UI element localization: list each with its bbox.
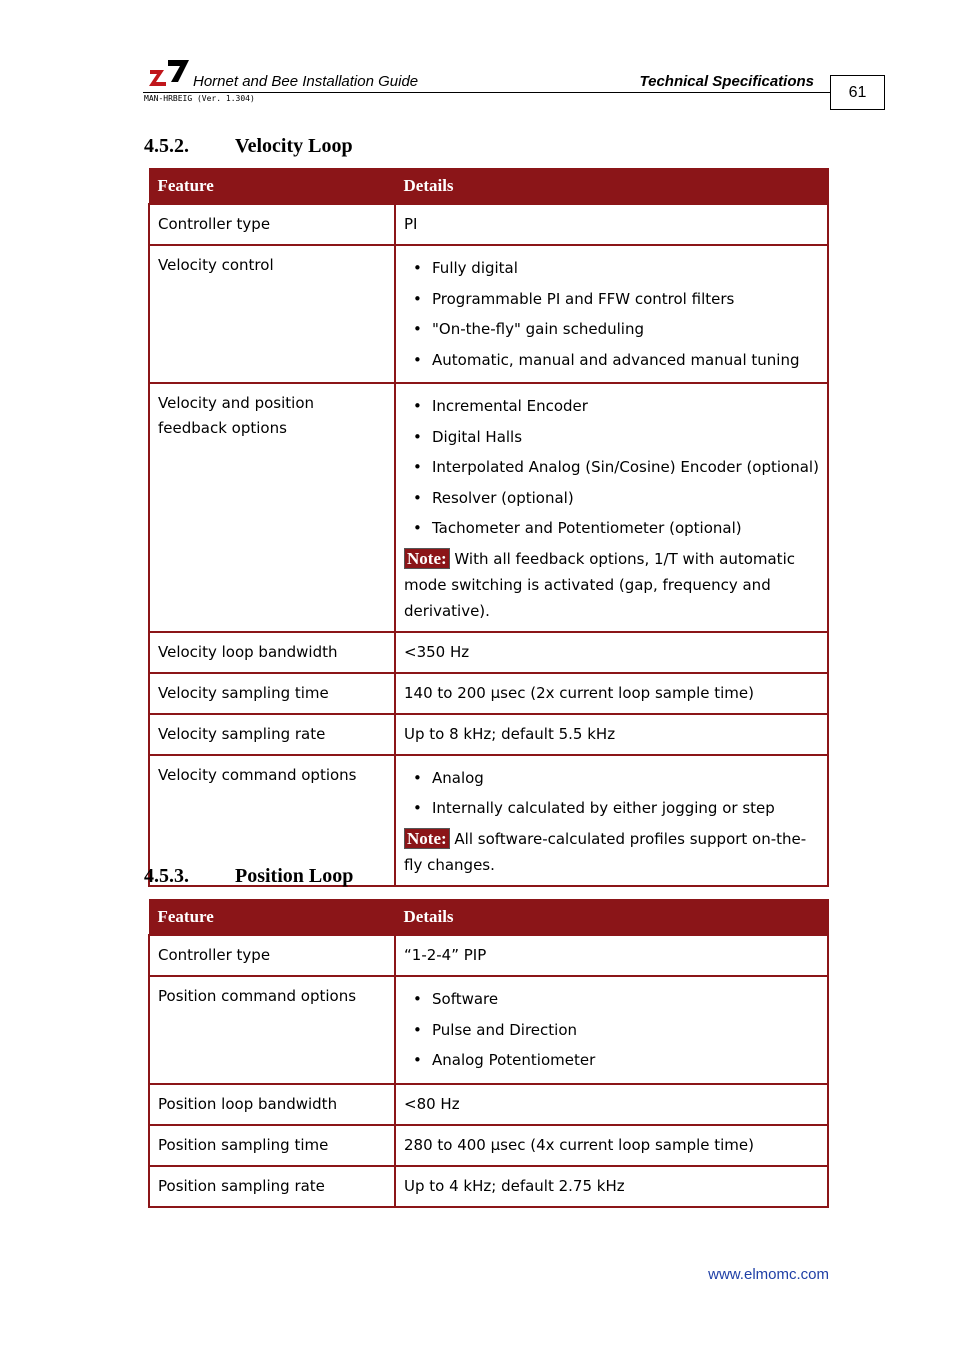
details-cell <box>395 383 828 632</box>
details-cell: 140 to 200 µsec (2x current loop sample time) <box>395 673 828 714</box>
details-cell: Up to 4 kHz; default 2.75 kHz <box>395 1166 828 1207</box>
details-cell: Up to 8 kHz; default 5.5 kHz <box>395 714 828 755</box>
column-header-feature: Feature <box>149 169 395 205</box>
section-number: 4.5.3. <box>144 865 189 887</box>
list-item: • Resolver (optional) <box>404 483 819 514</box>
details-cell <box>395 245 828 383</box>
section-title: Technical Specifications <box>639 73 814 90</box>
feature-cell: Controller type <box>149 935 395 976</box>
footer-website-link[interactable]: www.elmomc.com <box>708 1266 829 1283</box>
table-row <box>149 204 828 245</box>
note <box>404 826 819 878</box>
list-item: • Software <box>404 984 819 1015</box>
bullet-list <box>404 763 819 824</box>
column-header-feature: Feature <box>149 900 395 936</box>
feature-cell: Controller type <box>149 204 395 245</box>
table-row <box>149 935 828 976</box>
table-row <box>149 714 828 755</box>
details-cell <box>395 755 828 886</box>
details-cell: 280 to 400 µsec (4x current loop sample time) <box>395 1125 828 1166</box>
feature-cell: Velocity sampling time <box>149 673 395 714</box>
note-label: Note: <box>404 548 450 569</box>
details-cell: PI <box>395 204 828 245</box>
section-title-position: Position Loop <box>235 865 354 887</box>
section-title-velocity: Velocity Loop <box>235 135 353 157</box>
details-cell: <80 Hz <box>395 1084 828 1125</box>
column-header-details: Details <box>395 169 828 205</box>
table-header-row <box>149 900 828 936</box>
note-label: Note: <box>404 828 450 849</box>
list-item: • Automatic, manual and advanced manual tuning <box>404 345 819 376</box>
feature-cell: Velocity sampling rate <box>149 714 395 755</box>
note-text: All software-calculated profiles support on-the-fly changes. <box>404 829 807 874</box>
table-row <box>149 1166 828 1207</box>
feature-cell: Velocity control <box>149 245 395 383</box>
note <box>404 546 819 624</box>
velocity-loop-table <box>148 168 829 887</box>
section-heading-velocity <box>144 135 353 158</box>
table-header-row <box>149 169 828 205</box>
list-item: • Digital Halls <box>404 422 819 453</box>
list-item: • Interpolated Analog (Sin/Cosine) Encoder (optional) <box>404 452 819 483</box>
details-cell <box>395 976 828 1084</box>
section-heading-position <box>144 865 353 888</box>
feature-cell: Velocity and position feedback options <box>149 383 395 632</box>
section-number: 4.5.2. <box>144 135 189 157</box>
feature-cell: Position sampling rate <box>149 1166 395 1207</box>
elmo-logo-icon <box>148 58 190 88</box>
list-item: • Tachometer and Potentiometer (optional) <box>404 513 819 544</box>
note-text: With all feedback options, 1/T with automatic mode switching is activated (gap, frequency and derivative). <box>404 549 795 620</box>
table-row <box>149 245 828 383</box>
header-divider <box>143 92 830 93</box>
bullet-list <box>404 391 819 544</box>
feature-cell: Velocity command options <box>149 755 395 886</box>
position-loop-table <box>148 899 829 1208</box>
details-cell: “1-2-4” PIP <box>395 935 828 976</box>
details-cell: <350 Hz <box>395 632 828 673</box>
list-item: • "On-the-fly" gain scheduling <box>404 314 819 345</box>
table-row <box>149 383 828 632</box>
doc-title: Hornet and Bee Installation Guide <box>193 73 419 90</box>
list-item: • Analog Potentiometer <box>404 1045 819 1076</box>
bullet-list <box>404 984 819 1076</box>
feature-cell: Position command options <box>149 976 395 1084</box>
list-item: • Programmable PI and FFW control filters <box>404 284 819 315</box>
list-item: • Incremental Encoder <box>404 391 819 422</box>
doc-version: MAN-HRBEIG (Ver. 1.304) <box>144 94 255 103</box>
feature-cell: Velocity loop bandwidth <box>149 632 395 673</box>
list-item: • Analog <box>404 763 819 794</box>
table-row <box>149 976 828 1084</box>
list-item: • Internally calculated by either jogging or step <box>404 793 819 824</box>
table-row <box>149 1084 828 1125</box>
table-row <box>149 1125 828 1166</box>
list-item: • Fully digital <box>404 253 819 284</box>
list-item: • Pulse and Direction <box>404 1015 819 1046</box>
table-row <box>149 632 828 673</box>
feature-cell: Position sampling time <box>149 1125 395 1166</box>
bullet-list <box>404 253 819 375</box>
table-row <box>149 673 828 714</box>
page-number: 61 <box>830 75 885 110</box>
feature-cell: Position loop bandwidth <box>149 1084 395 1125</box>
column-header-details: Details <box>395 900 828 936</box>
